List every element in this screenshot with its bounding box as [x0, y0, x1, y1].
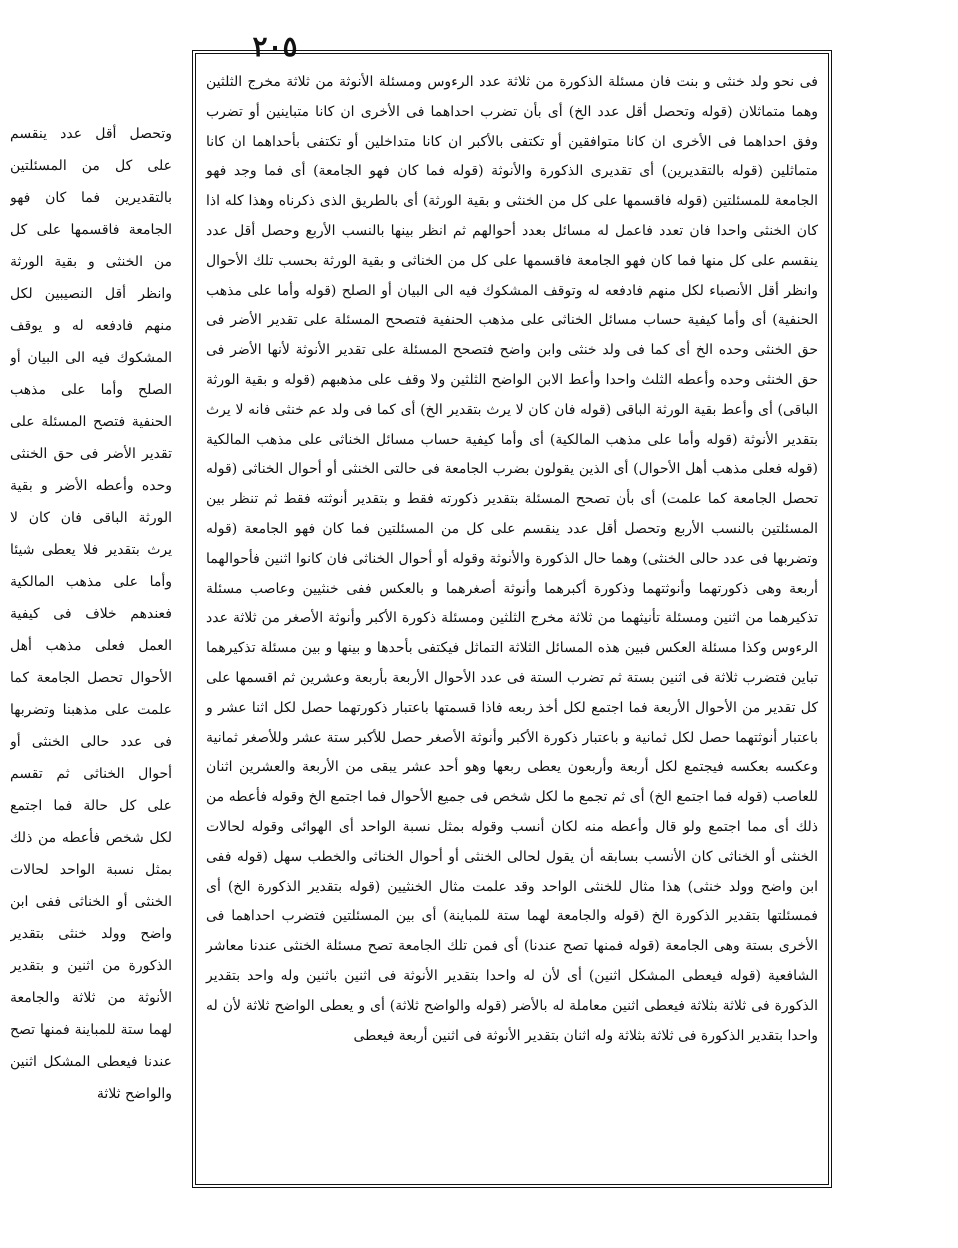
page-number: ٢٠٥ — [252, 30, 298, 63]
margin-note: وتحصل أقل عدد ينقسم على كل من المسئلتين بالتقديرين فما كان فهو الجامعة فاقسمها على كل من الخنثى و بقية الورثة وانظر أقل النصيبين لكل منهم فادفعه له و يوقف المشكوك فيه الى البيان أو الصلح وأما على مذهب الحنفية فتصح المسئلة على تقدير الأضر فى حق الخنثى وحده وأعطه الأضر و بقية الورثة الباقى فان كان لا يرث بتقدير فلا يعطى شيئا وأما على مذهب المالكية فعندهم خلاف فى كيفية العمل فعلى مذهب أهل الأحوال تحصل الجامعة كما علمت على مذهبنا وتضربها فى عدد حالى الخنثى أو أحوال الخناثى ثم تقسم على كل حالة فما اجتمع لكل شخص فأعطه من ذلك بمثل نسبة الواحد لحالات الخنثى أو الخناثى ففى ابن واضح وولد خنثى بتقدير الذكورة من اثنين و بتقدير الأنوثة من ثلاثة والجامعة لهما ستة للمباينة فمنها تصح عندنا فيعطى المشكل اثنين والواضح ثلاثة — [10, 126, 172, 1102]
main-text-frame — [192, 50, 832, 1188]
main-text: فى نحو ولد خنثى و بنت فان مسئلة الذكورة من ثلاثة عدد الرءوس ومسئلة الأنوثة من ثلاثة مخرج الثلثين وهما متماثلان (قوله وتحصل أقل عدد الخ) أى بأن تضرب احداهما فى الأخرى ان كانا متباينين أو تضرب وفق احداهما فى الأخرى ان كانا متوافقين أو تكتفى بالأكبر ان كانا متداخلين أو تكتفى بأحداهما ان كانا متماثلين (قوله بالتقديرين) أى تقديرى الذكورة والأنوثة (قوله فما كان فهو الجامعة) أى فما وجد فهو الجامعة للمسئلتين (قوله فاقسمها على كل من الخنثى و بقية الورثة) أى بالطريق الذى ذكرناه وهذا كله اذا كان الخنثى واحدا فان تعدد فاعمل له مسائل بعدد أحوالهم ثم انظر بينها بالنسب الأربع وحصل أقل عدد ينقسم على كل منها فما كان فهو الجامعة فاقسمها على كل من الخناثى و بقية الورثة بحسب تلك الأحوال وانظر أقل الأنصباء لكل منهم فادفعه له وتوقف المشكوك فيه الى البيان أو الصلح (قوله وأما على مذهب الحنفية) أى وأما كيفية حساب مسائل الخناثى على مذهب الحنفية فتصحح المسئلة على تقدير الأضر فى حق الخنثى وحده الخ أى كما فى ولد خنثى وابن واضح فتصحح المسئلة على تقدير الأنوثة لأنها الأضر فى حق الخنثى وحده وأعطه الثلث واحدا وأعط الابن الواضح الثلثين ولا وقف على مذهبهم (قوله و بقية الورثة الباقى) أى وأعط بقية الورثة الباقى (قوله فان كان لا يرث بتقدير الخ) أى كما فى ولد عم خنثى فانه لا يرث بتقدير الأنوثة (قوله وأما على مذهب المالكية) أى وأما كيفية حساب مسائل الخناثى على مذهب المالكية (قوله فعلى مذهب أهل الأحوال) أى الذين يقولون بضرب الجامعة فى حالتى الخنثى أو أحوال الخناثى (قوله تحصل الجامعة كما علمت) أى بأن تصحح المسئلة بتقدير ذكورته فقط و بتقدير أنوثته فقط ثم تنظر بين المسئلتين بالنسب الأربع وتحصل أقل عدد ينقسم على كل من المسئلتين فما كان فهو الجامعة (قوله وتضربها فى عدد حالى الخنثى) وهما حال الذكورة والأنوثة وقوله أو أحوال الخناثى فان كانوا اثنين فأحوالهما أربعة وهى ذكورتهما وأنوثتهما وذكورة أكبرهما وأنوثة أصغرهما و بالعكس ففى خنثيين وعاصب مسئلة تذكيرهما من اثنين ومسئلة تأنيثهما من ثلاثة مخرج الثلثين ومسئلة ذكورة الأكبر وأنوثة الأصغر من ثلاثة عدد الرءوس وكذا مسئلة العكس فبين هذه المسائل الثلاثة التماثل فيكتفى بأحدها و بينها و بين مسئلة تذكيرهما تباين فتضرب ثلاثة فى اثنين بستة ثم تضرب الستة فى عدد الأحوال الأربعة بأربعة وعشرين ثم اقسمها على كل تقدير من الأحوال الأربعة فما اجتمع لكل أخذ ربعه فاذا قسمتها باعتبار ذكورتهما حصل لكل اثنا عشر و باعتبار أنوثتهما حصل لكل ثمانية و باعتبار ذكورة الأكبر وأنوثة الأصغر حصل للأكبر ستة عشر وللأصغر ثمانية وعكسه بعكسه فيجتمع لكل أربعة وأربعون يعطى ربعها وهو أحد عشر يبقى من الأربعة والعشرين اثنان للعاصب (قوله فما اجتمع الخ) أى ثم تجمع ما لكل شخص فى جميع الأحوال فما اجتمع الخ وقوله فأعطه من ذلك أى مما اجتمع ولو قال وأعطه منه لكان أنسب وقوله بمثل نسبة الواحد أى الهوائى وقوله لحالات الخنثى أو الخناثى كان الأنسب بسابقه أن يقول لحالى الخنثى أو أحوال الخناثى والخطب سهل (قوله ففى ابن واضح وولد خنثى) هذا مثال للخنثى الواحد وقد علمت مثال الخنثيين (قوله بتقدير الذكورة الخ) أى فمسئلتها بتقدير الذكورة الخ (قوله والجامعة لهما ستة للمباينة) أى بين المسئلتين فتضرب احداهما فى الأخرى بستة وهى الجامعة (قوله فمنها تصح عندنا) أى فمن تلك الجامعة تصح مسئلة الخنثى عندنا معاشر الشافعية (قوله فيعطى المشكل اثنين) أى لأن له واحدا بتقدير الأنوثة فى اثنين باثنين وله واحد بتقدير الذكورة فى ثلاثة بثلاثة فيعطى اثنين معاملة له بالأضر (قوله والواضح ثلاثة) أى و يعطى الواضح ثلاثة لأن له واحدا بتقدير الذكورة فى ثلاثة بثلاثة وله اثنان بتقدير الأنوثة فى اثنين أربعة فيعطى — [206, 74, 818, 1044]
